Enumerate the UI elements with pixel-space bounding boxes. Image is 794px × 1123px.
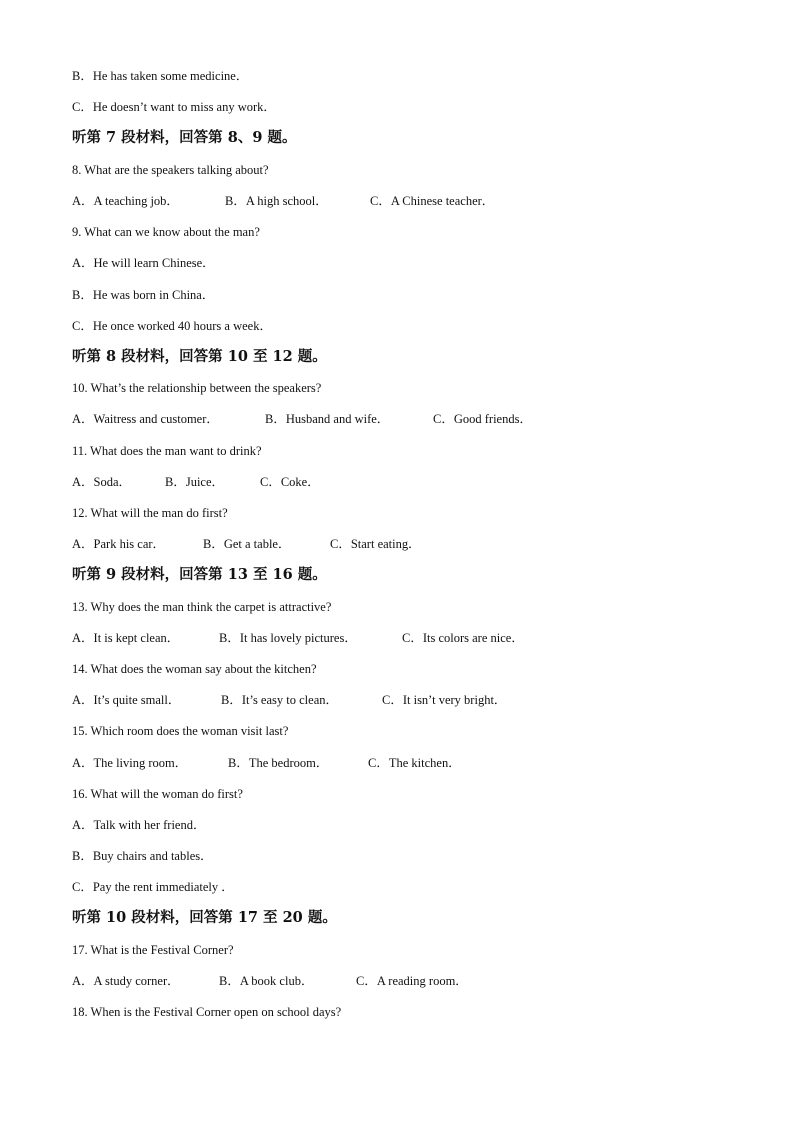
option-line: C．Pay the rent immediately ． [72,880,234,894]
question-11: 11. What does the man want to drink? [72,444,262,458]
option-b: B．It’s easy to clean． [221,693,338,707]
option-c: C．The kitchen． [368,756,461,770]
option-line: C．He once worked 40 hours a week． [72,319,272,333]
option-a: A．It is kept clean． [72,631,180,645]
question-12: 12. What will the man do first? [72,506,228,520]
option-line: B．He was born in China． [72,288,215,302]
option-c: C．Good friends． [433,412,532,426]
option-c: C．A Chinese teacher． [370,194,495,208]
option-b: B．Husband and wife． [265,412,390,426]
option-c: C．Its colors are nice． [402,631,524,645]
option-a: A．Soda． [72,475,132,489]
option-b: B．Juice． [165,475,225,489]
question-17: 17. What is the Festival Corner? [72,943,234,957]
option-b: B．It has lovely pictures． [219,631,357,645]
question-14: 14. What does the woman say about the kitchen? [72,662,317,676]
option-c: C．Coke． [260,475,320,489]
option-a: A．It’s quite small． [72,693,181,707]
section-heading: 听第 9 段材料，回答第 13 至 16 题。 [72,566,327,583]
option-c: C．A reading room． [356,974,468,988]
option-c: C．Start eating． [330,537,421,551]
question-18: 18. When is the Festival Corner open on school days? [72,1005,342,1019]
question-8: 8. What are the speakers talking about? [72,163,269,177]
option-line: B．Buy chairs and tables． [72,849,213,863]
option-line: A．He will learn Chinese． [72,256,215,270]
option-c: C．It isn’t very bright． [382,693,507,707]
question-10: 10. What’s the relationship between the speakers? [72,381,322,395]
option-a: A．A study corner． [72,974,180,988]
option-line: A．Talk with her friend． [72,818,206,832]
option-a: A．A teaching job． [72,194,179,208]
option-a: A．Park his car． [72,537,166,551]
option-a: A．Waitress and customer． [72,412,219,426]
option-b: B．A high school． [225,194,328,208]
section-heading: 听第 10 段材料，回答第 17 至 20 题。 [72,909,337,926]
section-heading: 听第 7 段材料，回答第 8、9 题。 [72,129,297,146]
question-9: 9. What can we know about the man? [72,225,260,239]
section-heading: 听第 8 段材料，回答第 10 至 12 题。 [72,348,327,365]
question-16: 16. What will the woman do first? [72,787,243,801]
option-b: B．Get a table． [203,537,291,551]
option-line: C．He doesn’t want to miss any work． [72,100,276,114]
option-a: A．The living room． [72,756,188,770]
question-13: 13. Why does the man think the carpet is attractive? [72,600,332,614]
question-15: 15. Which room does the woman visit last? [72,724,289,738]
option-line: B．He has taken some medicine． [72,69,249,83]
option-b: B．The bedroom． [228,756,329,770]
option-b: B．A book club． [219,974,314,988]
